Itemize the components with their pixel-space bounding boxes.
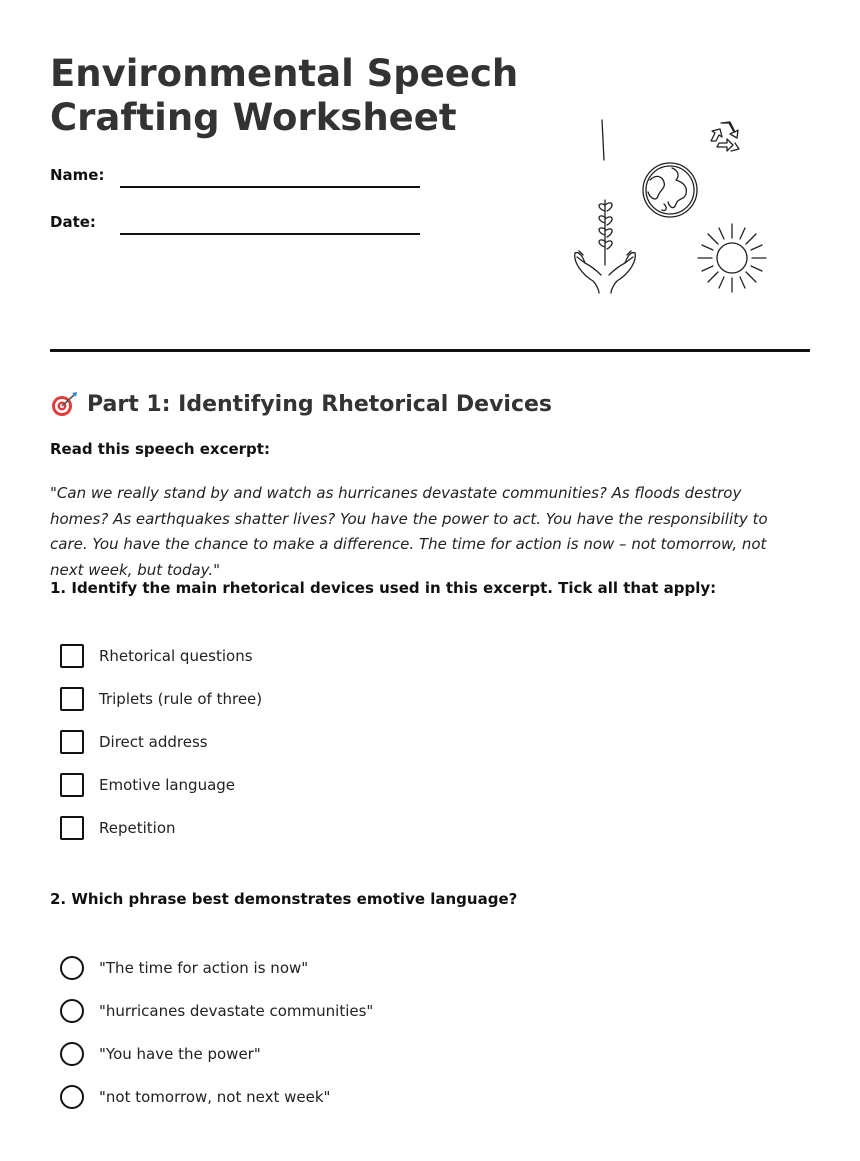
part1-heading: [50, 388, 552, 420]
name-line[interactable]: [120, 186, 420, 188]
question-2-options: [60, 946, 373, 1118]
question-1: 1. Identify the main rhetorical devices used in this excerpt. Tick all that apply:: [50, 579, 717, 597]
pen-stroke: [602, 120, 604, 160]
option-rhetorical-questions[interactable]: [60, 634, 262, 677]
radio-button[interactable]: [60, 1085, 84, 1109]
date-field[interactable]: [50, 207, 430, 237]
option-label: "You have the power": [99, 1044, 261, 1063]
read-excerpt-label: Read this speech excerpt:: [50, 440, 270, 458]
section-divider: [50, 349, 810, 352]
option-emotive-language[interactable]: [60, 763, 262, 806]
radio-button[interactable]: [60, 999, 84, 1023]
question-2: 2. Which phrase best demonstrates emotive language?: [50, 890, 518, 908]
speech-excerpt: "Can we really stand by and watch as hurricanes devastate communities? As floods destroy homes? As earthquakes shatter lives? You have the power to act. You have the responsibility to care. You have the chance to make a difference. The time for action is now – not tomorrow, not next week, but today.": [50, 484, 768, 579]
option-direct-address[interactable]: [60, 720, 262, 763]
checkbox[interactable]: [60, 644, 84, 668]
name-field[interactable]: [50, 160, 430, 190]
option-time-for-action[interactable]: [60, 946, 373, 989]
plant-in-hands-icon: [575, 200, 636, 293]
option-label: Rhetorical questions: [99, 646, 253, 665]
globe-icon: [643, 163, 697, 217]
option-label: "The time for action is now": [99, 958, 309, 977]
question-1-options: [60, 634, 262, 849]
name-label: Name:: [50, 166, 105, 184]
part1-heading-text: Part 1: Identifying Rhetorical Devices: [87, 391, 553, 417]
worksheet-title: Environmental Speech Crafting Worksheet: [50, 52, 519, 139]
option-label: Triplets (rule of three): [99, 689, 263, 708]
option-label: Direct address: [99, 732, 208, 751]
date-label: Date:: [50, 213, 96, 231]
radio-button[interactable]: [60, 956, 84, 980]
option-hurricanes-devastate[interactable]: [60, 989, 373, 1032]
date-line[interactable]: [120, 233, 420, 235]
recycle-icon: [711, 122, 739, 151]
sun-icon: [698, 224, 766, 292]
target-icon: [50, 391, 79, 417]
checkbox[interactable]: [60, 687, 84, 711]
environment-illustration: [560, 105, 780, 305]
option-label: "not tomorrow, not next week": [99, 1087, 331, 1106]
option-label: Repetition: [99, 818, 176, 837]
option-triplets[interactable]: [60, 677, 262, 720]
option-not-tomorrow[interactable]: [60, 1075, 373, 1118]
checkbox[interactable]: [60, 816, 84, 840]
option-label: "hurricanes devastate communities": [99, 1001, 374, 1020]
option-you-have-the-power[interactable]: [60, 1032, 373, 1075]
radio-button[interactable]: [60, 1042, 84, 1066]
option-repetition[interactable]: [60, 806, 262, 849]
checkbox[interactable]: [60, 773, 84, 797]
option-label: Emotive language: [99, 775, 236, 794]
checkbox[interactable]: [60, 730, 84, 754]
